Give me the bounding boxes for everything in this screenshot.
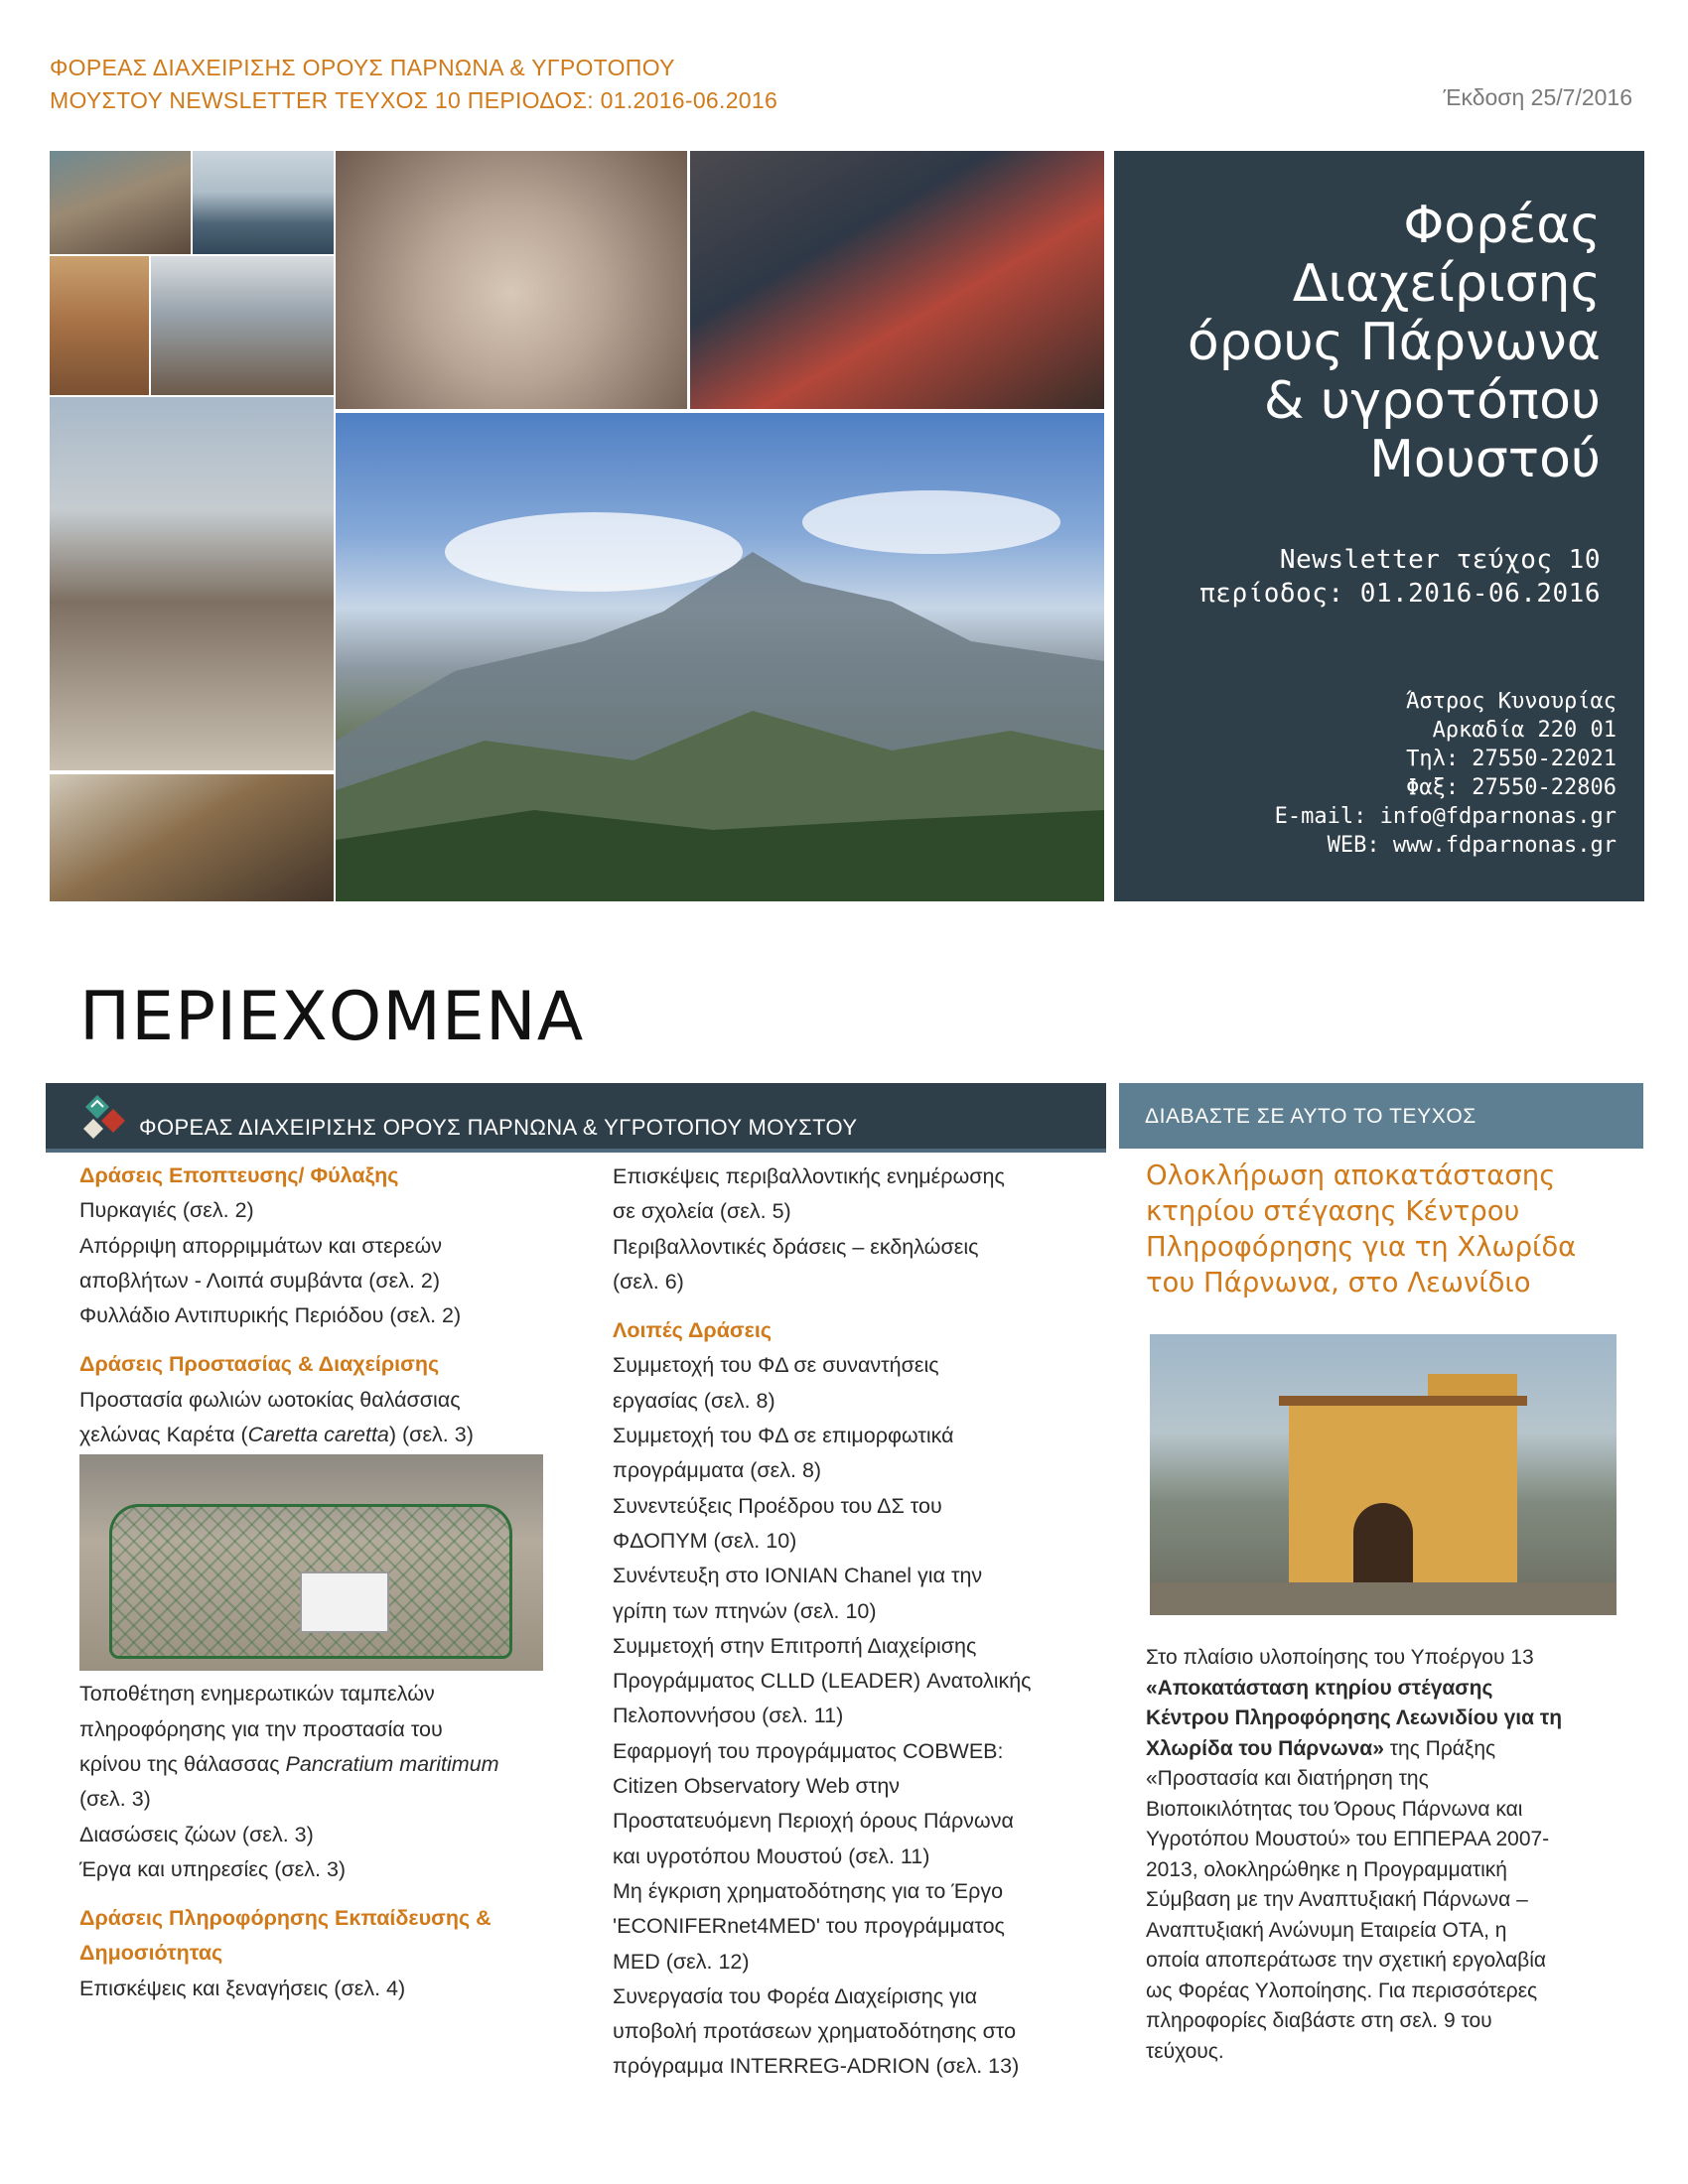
toc-item[interactable]: Συνέντευξη στο IONIAN Chanel για την — [613, 1564, 983, 1588]
toc-item[interactable]: χελώνας Καρέτα (Caretta caretta) (σελ. 3) — [79, 1423, 474, 1447]
toc-item[interactable]: Τοποθέτηση ενημερωτικών ταμπελών — [79, 1682, 435, 1706]
toc-item[interactable]: και υγροτόπου Μουστού (σελ. 11) — [613, 1843, 930, 1868]
organization-logo-icon — [79, 1091, 131, 1143]
phone-number: Τηλ: 27550-22021 — [1406, 747, 1617, 771]
toc-heading: ΠΕΡΙΕΧΟΜΕΝΑ — [79, 978, 585, 1056]
toc-item[interactable]: MED (σελ. 12) — [613, 1949, 750, 1974]
toc-band — [46, 1083, 1106, 1153]
address-town: Άστρος Κυνουρίας — [1406, 689, 1617, 714]
toc-item[interactable]: ΦΔΟΠΥΜ (σελ. 10) — [613, 1528, 797, 1553]
photo-meeting-room — [151, 256, 334, 395]
toc-item[interactable]: Επισκέψεις και ξεναγήσεις (σελ. 4) — [79, 1976, 406, 2000]
toc-item[interactable]: Συνεργασία του Φορέα Διαχείρισης για — [613, 1983, 978, 2008]
toc-item[interactable]: προγράμματα (σελ. 8) — [613, 1458, 822, 1483]
photo-museum-tour — [690, 151, 1104, 409]
toc-item[interactable]: Πυρκαγιές (σελ. 2) — [79, 1198, 254, 1223]
toc-item[interactable]: Συνεντεύξεις Προέδρου του ΔΣ του — [613, 1493, 942, 1518]
photo-parnonas-mountain — [336, 413, 1104, 901]
toc-item[interactable]: Citizen Observatory Web στην — [613, 1774, 901, 1799]
toc-item[interactable]: Προστασία φωλιών ωοτοκίας θαλάσσιας — [79, 1387, 461, 1412]
toc-column-2 — [613, 1160, 1089, 2085]
toc-item[interactable]: Περιβαλλοντικές δράσεις – εκδηλώσεις — [613, 1234, 979, 1259]
toc-section-title: Δημοσιότητας — [79, 1941, 223, 1966]
address-region: Αρκαδία 220 01 — [1432, 718, 1617, 743]
issue-info — [1124, 543, 1601, 611]
title-panel — [1114, 151, 1644, 901]
toc-band-title: ΦΟΡΕΑΣ ΔΙΑΧΕΙΡΙΣΗΣ ΟΡΟΥΣ ΠΑΡΝΩΝΑ & ΥΓΡΟΤΟΠΟΥ ΜΟΥΣΤΟΥ — [139, 1115, 858, 1140]
fax-number: Φαξ: 27550-22806 — [1406, 775, 1617, 800]
toc-item[interactable]: Προγράμματος CLLD (LEADER) Ανατολικής — [613, 1669, 1032, 1694]
toc-item[interactable]: πληροφόρησης για την προστασία του — [79, 1716, 443, 1741]
organization-title: Φορέας Διαχείρισης όρους Πάρνωνα & υγροτόπου Μουστού — [1187, 196, 1601, 489]
toc-item[interactable]: Έργα και υπηρεσίες (σελ. 3) — [79, 1856, 347, 1881]
photo-turtle-nest — [79, 1454, 543, 1671]
email-link[interactable]: E-mail: info@fdparnonas.gr — [1274, 804, 1617, 829]
feature-article — [1146, 1158, 1632, 2067]
newsletter-period: περίοδος: 01.2016-06.2016 — [1199, 579, 1601, 609]
toc-item[interactable]: σε σχολεία (σελ. 5) — [613, 1199, 791, 1224]
feature-title[interactable]: Ολοκλήρωση αποκατάστασης κτηρίου στέγασης Κέντρου Πληροφόρησης για τη Χλωρίδα του Πάρνωνα, στο Λεωνίδιο — [1146, 1160, 1577, 1298]
toc-item[interactable]: Εφαρμογή του προγράμματος COBWEB: — [613, 1738, 1004, 1763]
photo-beach-cleanup — [50, 397, 334, 770]
toc-item[interactable]: Μη έγκριση χρηματοδότησης για το Έργο — [613, 1878, 1004, 1903]
toc-item[interactable]: Συμμετοχή του ΦΔ σε συναντήσεις — [613, 1353, 939, 1378]
in-this-issue-band — [1119, 1083, 1643, 1149]
toc-column-1 — [79, 1159, 576, 2006]
photo-animal-rescue — [50, 774, 334, 901]
toc-item[interactable]: Επισκέψεις περιβαλλοντικής ενημέρωσης — [613, 1164, 1005, 1188]
toc-section-title: Δράσεις Πληροφόρησης Εκπαίδευσης & — [79, 1906, 492, 1931]
toc-item[interactable]: υποβολή προτάσεων χρηματοδότησης στο — [613, 2019, 1017, 2044]
toc-item[interactable]: (σελ. 3) — [79, 1787, 151, 1812]
photo-info-center-building — [1150, 1334, 1617, 1615]
header-org-line1: ΦΟΡΕΑΣ ΔΙΑΧΕΙΡΙΣΗΣ ΟΡΟΥΣ ΠΑΡΝΩΝΑ & ΥΓΡΟΤΟΠΟΥ — [50, 55, 675, 80]
photo-children-visit — [50, 151, 191, 254]
toc-item[interactable]: Απόρριψη απορριμμάτων και στερεών — [79, 1233, 443, 1258]
toc-item[interactable]: πρόγραμμα INTERREG-ADRION (σελ. 13) — [613, 2054, 1020, 2079]
photo-workshop-hands — [336, 151, 687, 409]
photo-corridor — [50, 256, 149, 395]
toc-item[interactable]: εργασίας (σελ. 8) — [613, 1388, 775, 1413]
toc-item[interactable]: Συμμετοχή στην Επιτροπή Διαχείρισης — [613, 1633, 977, 1658]
toc-item[interactable]: Προστατευόμενη Περιοχή όρους Πάρνωνα — [613, 1809, 1014, 1834]
toc-item[interactable]: Συμμετοχή του ΦΔ σε επιμορφωτικά — [613, 1424, 954, 1448]
toc-item[interactable]: αποβλήτων - Λοιπά συμβάντα (σελ. 2) — [79, 1268, 441, 1293]
toc-item[interactable]: γρίπη των πτηνών (σελ. 10) — [613, 1598, 877, 1623]
toc-item[interactable]: Πελοποννήσου (σελ. 11) — [613, 1704, 844, 1728]
mountain-silhouette — [336, 413, 1104, 901]
toc-section-title: Δράσεις Προστασίας & Διαχείρισης — [79, 1352, 440, 1377]
newsletter-issue: Newsletter τεύχος 10 — [1279, 545, 1601, 575]
feature-body: Στο πλαίσιο υλοποίησης του Υποέργου 13 «Αποκατάσταση κτηρίου στέγασης Κέντρου Πληροφόρησης Λεωνιδίου για τη Χλωρίδα του Πάρνωνα» της Πράξης «Προστασία και διατήρηση της Βιοποικιλότητας του Όρους Πάρνωνα και Υγροτόπου Μουστού» του ΕΠΠΕΡΑΑ 2007- 2013, ολοκληρώθηκε η Προγραμματική Σύμβαση με την Αναπτυξιακή Πάρνωνα – Αναπτυξιακή Ανώνυμη Εταιρεία ΟΤΑ, η οποία αποπεράτωσε την σχετική εργολαβία ως Φορέας Υλοποίησης. Για περισσότερες πληροφορίες διαβάστε στη σελ. 9 του τεύχους. — [1146, 1646, 1563, 2063]
header-org-line2: ΜΟΥΣΤΟΥ NEWSLETTER ΤΕΥΧΟΣ 10 ΠΕΡΙΟΔΟΣ: 01.2016-06.2016 — [50, 87, 778, 113]
toc-item[interactable]: Διασώσεις ζώων (σελ. 3) — [79, 1822, 314, 1846]
photo-wetland-birds — [193, 151, 334, 254]
toc-item[interactable]: κρίνου της θάλασσας Pancratium maritimum — [79, 1751, 499, 1776]
toc-section-title: Λοιπές Δράσεις — [613, 1318, 773, 1343]
contact-info — [1140, 687, 1617, 860]
website-link[interactable]: WEB: www.fdparnonas.gr — [1327, 833, 1617, 858]
in-this-issue-title: ΔΙΑΒΑΣΤΕ ΣΕ ΑΥΤΟ ΤΟ ΤΕΥΧΟΣ — [1145, 1105, 1477, 1128]
photo-mosaic — [50, 151, 1104, 901]
toc-item[interactable]: (σελ. 6) — [613, 1269, 684, 1294]
toc-section-title: Δράσεις Εποπτευσης/ Φύλαξης — [79, 1163, 399, 1187]
toc-item[interactable]: Φυλλάδιο Αντιπυρικής Περιόδου (σελ. 2) — [79, 1303, 462, 1328]
edition-date: Έκδοση 25/7/2016 — [1443, 84, 1632, 110]
toc-item[interactable]: 'ECONIFERnet4MED' του προγράμματος — [613, 1914, 1005, 1939]
info-sign — [300, 1571, 389, 1633]
newsletter-header — [50, 52, 943, 117]
